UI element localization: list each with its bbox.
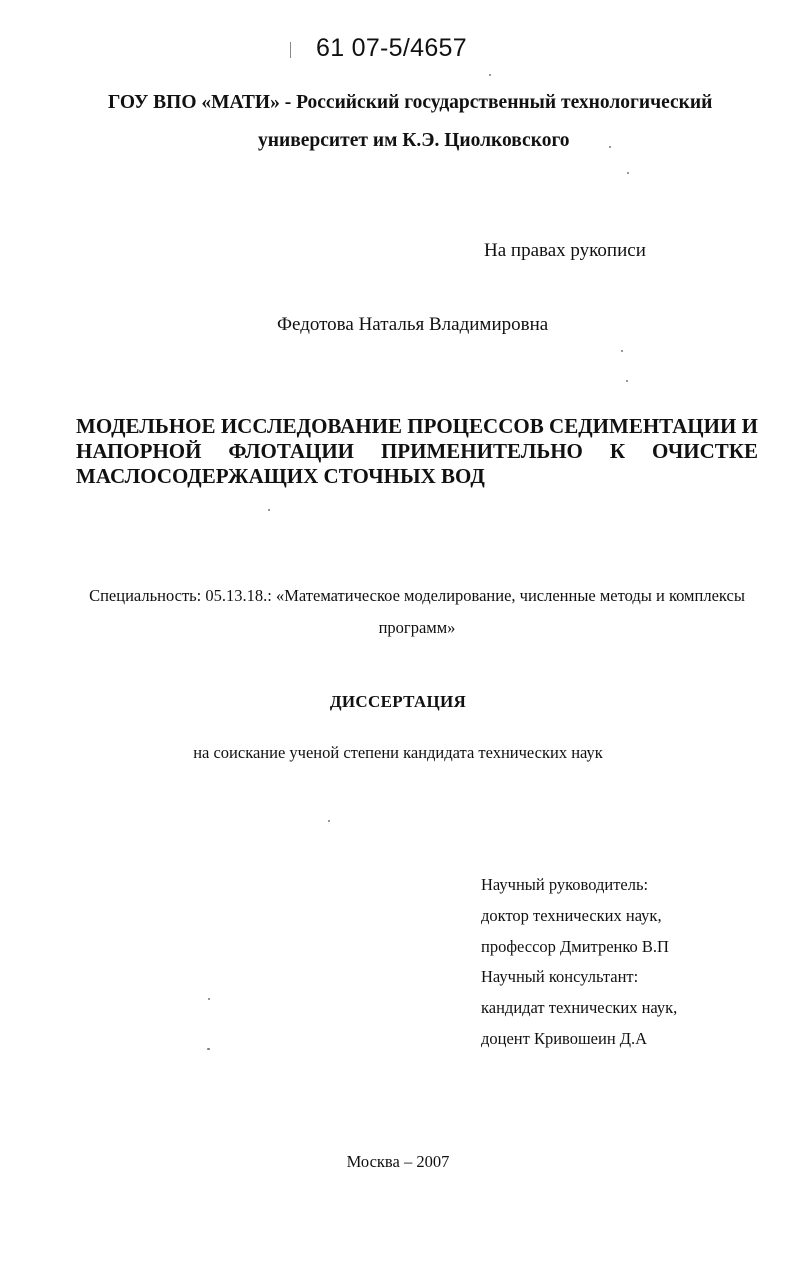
supervisor-label: Научный руководитель: — [481, 875, 649, 894]
city-year: Москва – 2007 — [346, 1152, 450, 1171]
scan-speck — [627, 172, 629, 174]
scan-speck — [207, 1048, 210, 1050]
scan-speck — [208, 998, 210, 1000]
archive-number: 61 07-5/4657 — [316, 34, 467, 62]
scan-speck — [268, 509, 270, 511]
title-line-1: МОДЕЛЬНОЕ ИССЛЕДОВАНИЕ ПРОЦЕССОВ СЕДИМЕНТАЦИИ И — [76, 414, 758, 438]
supervisor-name: профессор Дмитренко В.П — [481, 936, 669, 956]
title-line-2: НАПОРНОЙ ФЛОТАЦИИ ПРИМЕНИТЕЛЬНО К ОЧИСТКЕ — [76, 439, 758, 463]
degree-sought: на соискание ученой степени кандидата технических наук — [193, 743, 603, 762]
scan-speck — [609, 146, 611, 148]
scan-speck — [626, 380, 628, 382]
advisors-block — [481, 870, 677, 1055]
title-line-3: МАСЛОСОДЕРЖАЩИХ СТОЧНЫХ ВОД — [76, 464, 485, 488]
supervisor-degree: доктор технических наук, — [481, 905, 662, 925]
scan-speck — [328, 820, 330, 822]
scan-speck — [621, 350, 623, 352]
dissertation-title — [76, 414, 758, 489]
consultant-degree: кандидат технических наук, — [481, 998, 678, 1018]
consultant-label: Научный консультант: — [481, 967, 639, 987]
consultant-name: доцент Кривошеин Д.А — [481, 1028, 648, 1048]
scan-mark — [290, 42, 291, 58]
author-name: Федотова Наталья Владимировна — [277, 314, 549, 335]
institution-name-line2: университет им К.Э. Циолковского — [258, 130, 570, 151]
institution-name-line1: ГОУ ВПО «МАТИ» - Российский государственный технологический — [108, 92, 713, 113]
manuscript-rights: На правах рукописи — [484, 240, 646, 261]
scan-speck — [489, 74, 491, 76]
speciality: Специальность: 05.13.18.: «Математическое моделирование, численные методы и комплексы программ» — [89, 586, 745, 637]
document-type: ДИССЕРТАЦИЯ — [329, 692, 467, 711]
